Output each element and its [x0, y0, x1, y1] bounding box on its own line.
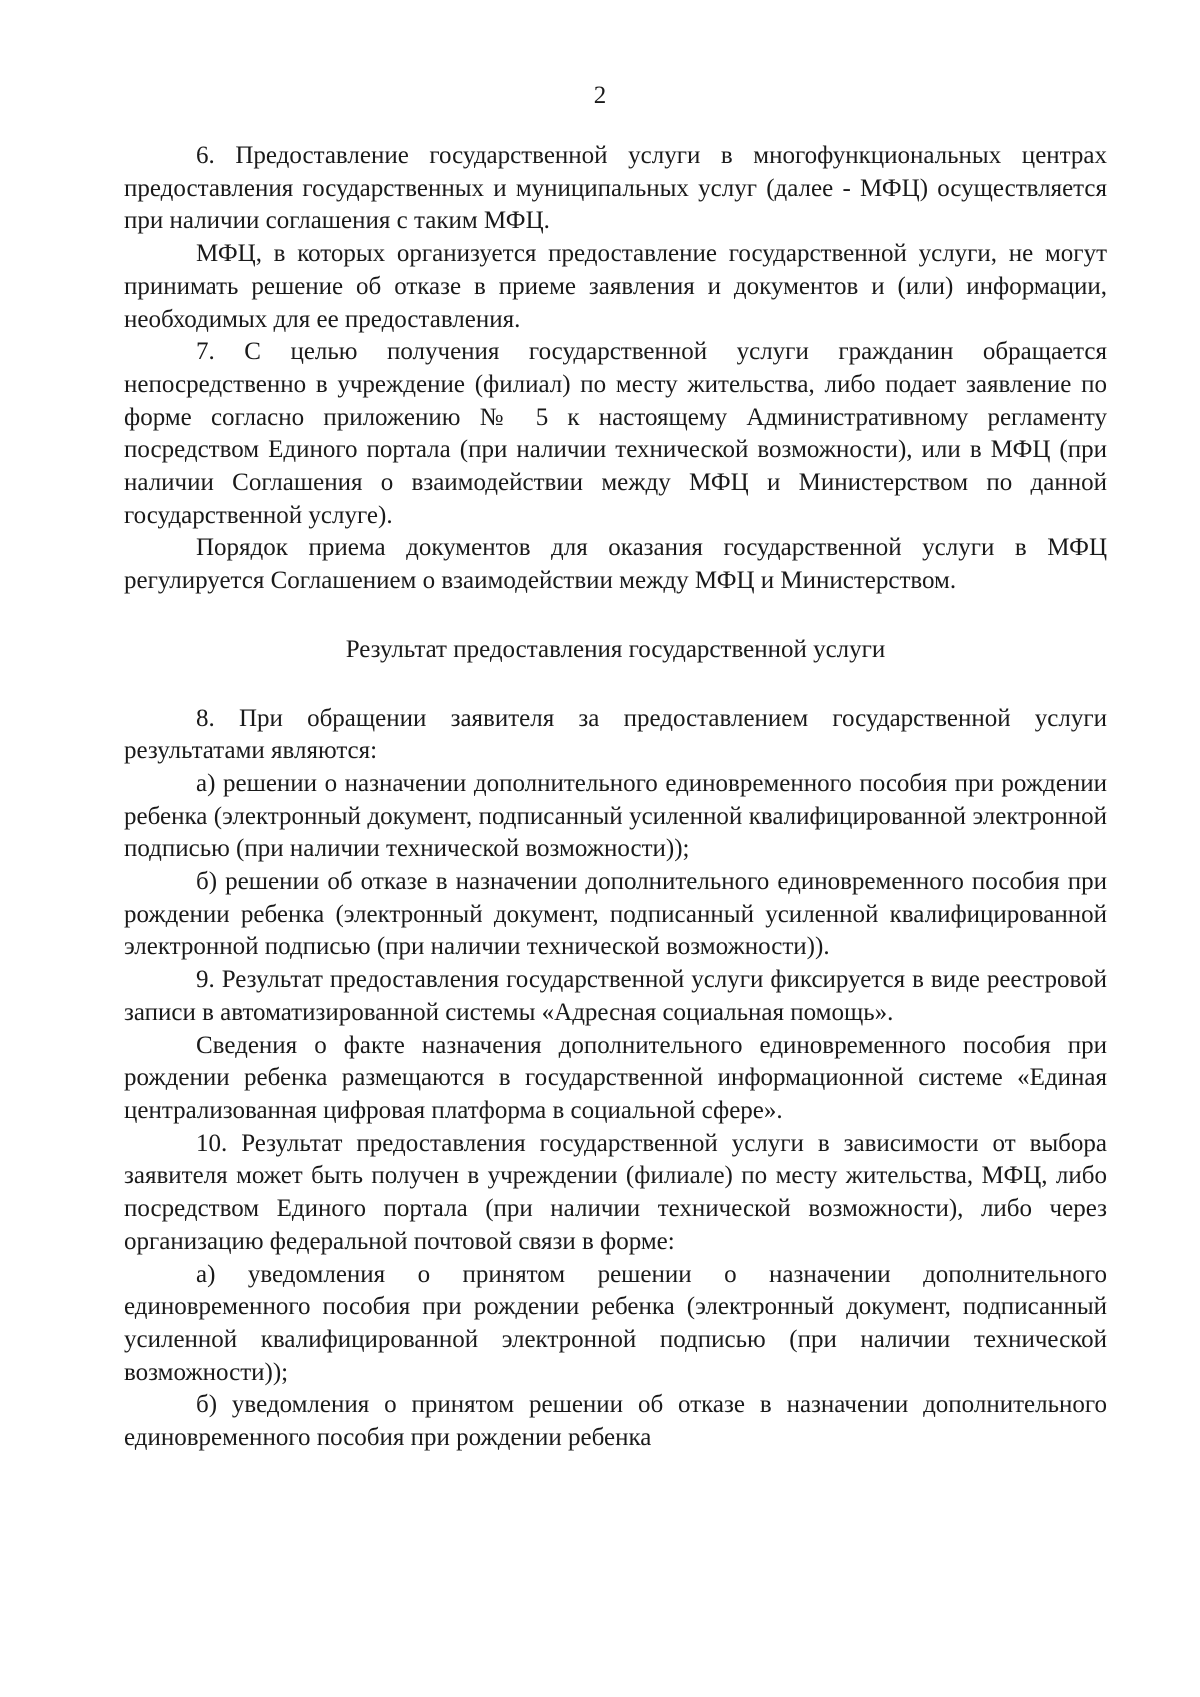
paragraph: 10. Результат предоставления государственной услуги в зависимости от выбора заявителя может быть получен в учреждении (филиале) по месту жительства, МФЦ, либо посредством Единого портала (при наличии технической возможности), либо через организацию федеральной почтовой связи в форме: [124, 1129, 1107, 1255]
document-body [124, 140, 1107, 1455]
paragraph: 7. С целью получения государственной услуги гражданин обращается непосредственно в учреждение (филиал) по месту жительства, либо подает заявление по форме согласно приложению № 5 к настоящему Административному регламенту посредством Единого портала (при наличии технической возможности), или в МФЦ (при наличии Соглашения о взаимодействии между МФЦ и Министерством по данной государственной услуге). [124, 338, 1107, 529]
paragraph: б) уведомления о принятом решении об отказе в назначении дополнительного единовременного пособия при рождении ребенка [124, 1391, 1107, 1452]
paragraph: а) уведомления о принятом решении о назначении дополнительного единовременного пособия при рождении ребенка (электронный документ, подписанный усиленной квалифицированной электронной подписью (при наличии технической возможности)); [124, 1260, 1107, 1386]
section-heading: Результат предоставления государственной услуги [345, 635, 886, 663]
page-number: 2 [593, 82, 607, 109]
paragraph: МФЦ, в которых организуется предоставление государственной услуги, не могут принимать решение об отказе в приеме заявления и документов и (или) информации, необходимых для ее предоставления. [124, 240, 1107, 333]
paragraph: 8. При обращении заявителя за предоставлением государственной услуги результатами являются: [124, 704, 1107, 765]
paragraph: б) решении об отказе в назначении дополнительного единовременного пособия при рождении ребенка (электронный документ, подписанный усиленной квалифицированной электронной подписью (при наличии технической возможности)). [124, 868, 1107, 961]
paragraph: Порядок приема документов для оказания государственной услуги в МФЦ регулируется Соглашением о взаимодействии между МФЦ и Министерством. [124, 534, 1107, 595]
paragraph: а) решении о назначении дополнительного единовременного пособия при рождении ребенка (электронный документ, подписанный усиленной квалифицированной электронной подписью (при наличии технической возможности)); [124, 769, 1107, 863]
paragraph: Сведения о факте назначения дополнительного единовременного пособия при рождении ребенка размещаются в государственной информационной системе «Единая централизованная цифровая платформа в социальной сфере». [124, 1031, 1107, 1124]
paragraph: 9. Результат предоставления государственной услуги фиксируется в виде реестровой записи в автоматизированной системы «Адресная социальная помощь». [124, 966, 1107, 1026]
paragraph: 6. Предоставление государственной услуги в многофункциональных центрах предоставления государственных и муниципальных услуг (далее - МФЦ) осуществляется при наличии соглашения с таким МФЦ. [124, 142, 1107, 235]
